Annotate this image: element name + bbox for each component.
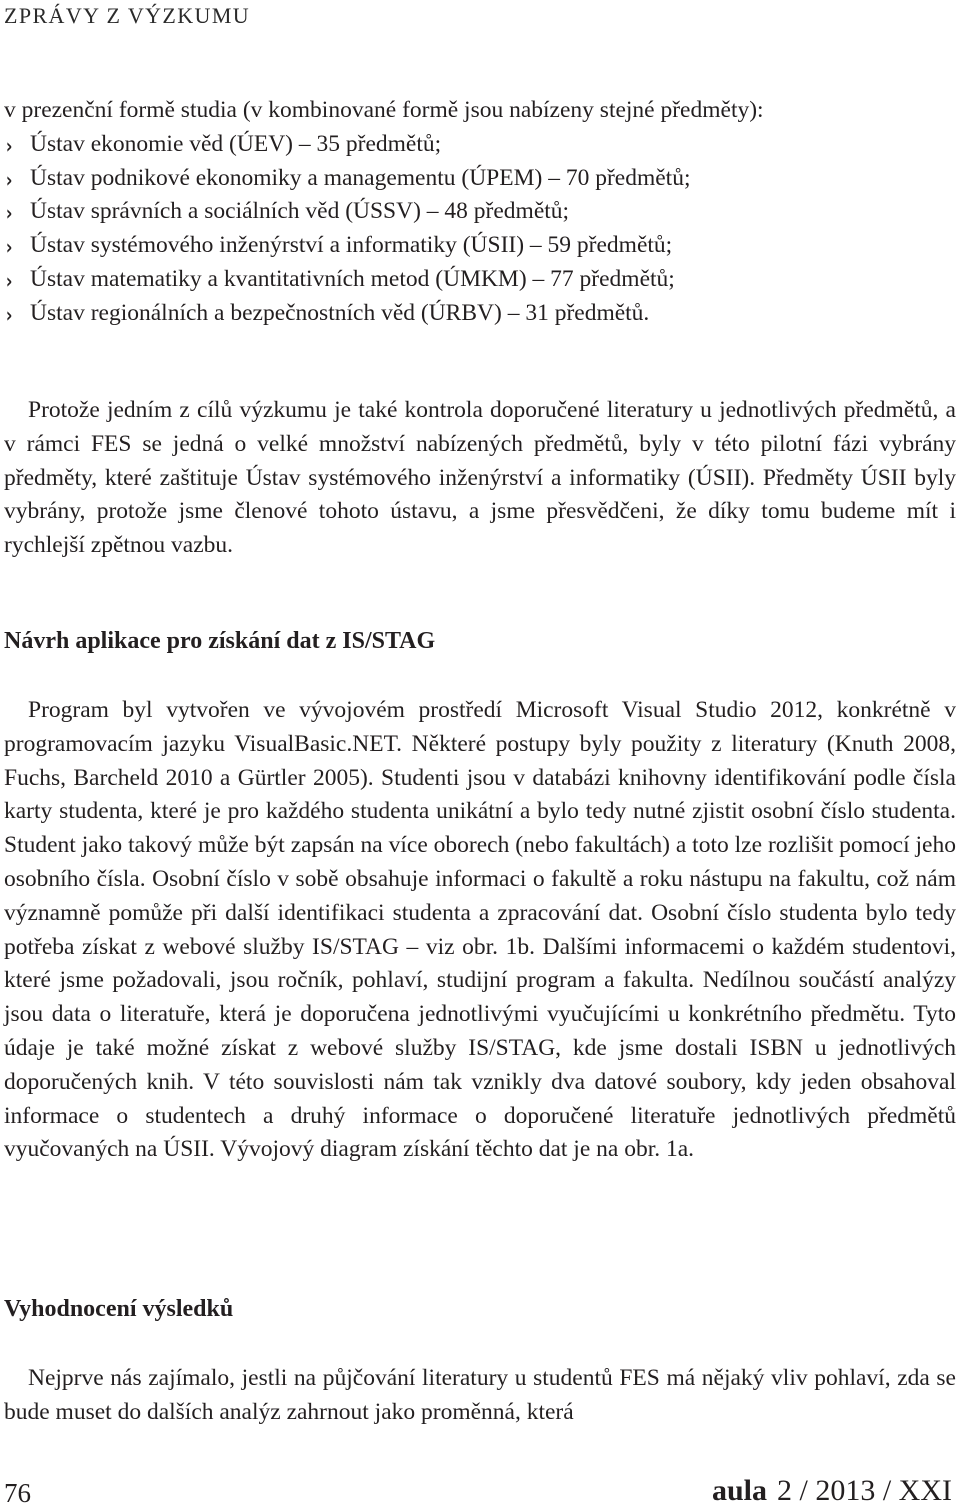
magazine-issue [712, 1474, 952, 1508]
page-number: 76 [4, 1478, 31, 1508]
chevron-right-icon: › [5, 201, 13, 226]
list-item: › Ústav systémového inženýrství a informatiky (ÚSII) – 59 předmětů; [4, 229, 954, 263]
chevron-right-icon: › [5, 235, 13, 260]
body-paragraph: Nejprve nás zajímalo, jestli na půjčování literatury u studentů FES má nějaký vliv pohlaví, zda se bude muset do dalších analýz zahrnout jako proměnná, která [4, 1365, 956, 1425]
chevron-right-icon: › [5, 167, 13, 192]
magazine-name: aula [711, 1474, 767, 1507]
institute-list [4, 128, 954, 331]
intro-lead: v prezenční formě studia (v kombinované formě jsou nabízeny stejné předměty): [4, 97, 764, 123]
list-item: › Ústav podnikové ekonomiky a managementu (ÚPEM) – 70 předmětů; [4, 162, 954, 196]
chevron-right-icon: › [5, 133, 13, 158]
issue-label: 2 / 2013 / XXI [777, 1474, 952, 1507]
running-header: ZPRÁVY Z VÝZKUMU [4, 3, 251, 28]
list-item: › Ústav regionálních a bezpečnostních věd (ÚRBV) – 31 předmětů. [4, 297, 954, 331]
section-heading: Návrh aplikace pro získání dat z IS/STAG [4, 628, 436, 654]
body-paragraph: Program byl vytvořen ve vývojovém prostředí Microsoft Visual Studio 2012, konkrétně v programovacím jazyku VisualBasic.NET. Některé postupy byly použity z literatury (Knuth 2008, Fuchs, Barcheld 2010 a Gürtler 2005). Studenti jsou v databázi knihovny identifikování podle čísla karty studenta, které je pro každého studenta unikátní a bylo tedy nutné zjistit osobní číslo studenta. Student jako takový může být zapsán na více oborech (nebo fakultách) a toto lze rozlišit pomocí jeho osobního čísla. Osobní číslo v sobě obsahuje informaci o fakultě a roku nástupu na fakultu, což nám významně pomůže při další identifikaci studenta a zpracování dat. Osobní číslo studenta bylo tedy potřeba získat z webové služby IS/STAG – viz obr. 1b. Dalšími informacemi o každém studentovi, které jsme požadovali, jsou ročník, pohlaví, studijní program a fakulta. Nedílnou součástí analýzy jsou data o literatuře, která je doporučena jednotlivými vyučujícími u konkrétního předmětu. Tyto údaje je také možné získat z webové služby IS/STAG, kde jsme dostali ISBN u jednotlivých doporučených knih. V této souvislosti nám tak vznikly dva datové soubory, kdy jeden obsahoval informace o studentech a druhý informace o doporučené literatuře jednotlivých předmětů vyučovaných na ÚSII. Vývojový diagram získání těchto dat je na obr. 1a. [4, 697, 956, 1163]
chevron-right-icon: › [5, 302, 13, 327]
chevron-right-icon: › [5, 268, 13, 293]
intro-block [4, 94, 954, 331]
body-paragraph: Protože jedním z cílů výzkumu je také kontrola doporučené literatury u jednotlivých předmětů, a v rámci FES se jedná o velké množství nabízených předmětů, byly v této pilotní fázi vybrány předměty, které zaštituje Ústav systémového inženýrství a informatiky (ÚSII). Předměty ÚSII byly vybrány, protože jsme členové tohoto ústavu, a jsme přesvědčeni, že díky tomu budeme mít i rychlejší zpětnou vazbu. [4, 397, 956, 559]
list-item: › Ústav matematiky a kvantitativních metod (ÚMKM) – 77 předmětů; [4, 263, 954, 297]
list-item: › Ústav správních a sociálních věd (ÚSSV) – 48 předmětů; [4, 195, 954, 229]
section-heading: Vyhodnocení výsledků [4, 1296, 234, 1322]
list-item: › Ústav ekonomie věd (ÚEV) – 35 předmětů; [4, 128, 954, 162]
